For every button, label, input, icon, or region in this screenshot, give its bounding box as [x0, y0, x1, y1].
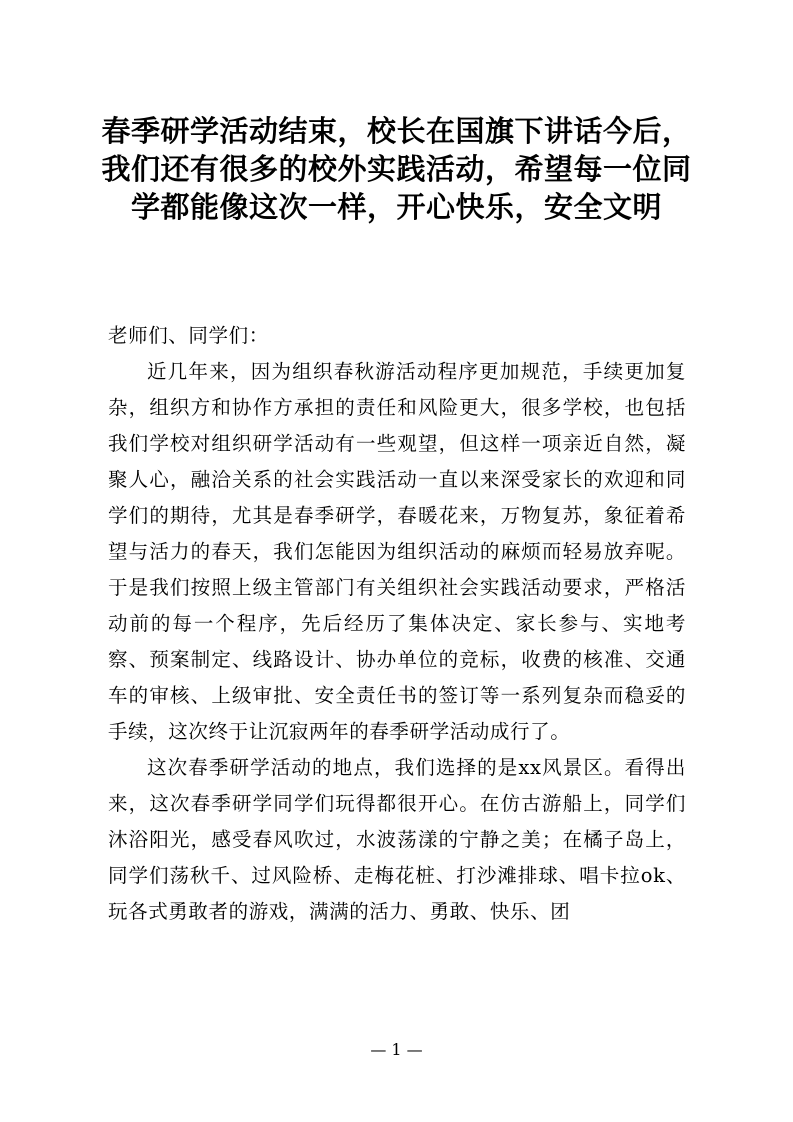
paragraph-2: 这次春季研学活动的地点，我们选择的是xx风景区。看得出来，这次春季研学同学们玩得都很开心。在仿古游船上，同学们沐浴阳光，感受春风吹过，水波荡漾的宁静之美；在橘子岛上，同学们荡秋千、过风险桥、走梅花桩、打沙滩排球、唱卡拉ok、玩各式勇敢者的游戏，满满的活力、勇敢、快乐、团 — [108, 756, 686, 923]
document-body — [108, 318, 686, 930]
paragraph-1: 近几年来，因为组织春秋游活动程序更加规范，手续更加复杂，组织方和协作方承担的责任和风险更大，很多学校，也包括我们学校对组织研学活动有一些观望，但这样一项亲近自然，凝聚人心，融洽关系的社会实践活动一直以来深受家长的欢迎和同学们的期待，尤其是春季研学，春暖花来，万物复苏，象征着希望与活力的春天，我们怎能因为组织活动的麻烦而轻易放弃呢。于是我们按照上级主管部门有关组织社会实践活动要求，严格活动前的每一个程序，先后经历了集体决定、家长参与、实地考察、预案制定、线路设计、协办单位的竞标，收费的核准、交通车的审核、上级审批、安全责任书的签订等一系列复杂而稳妥的手续，这次终于让沉寂两年的春季研学活动成行了。 — [108, 360, 686, 743]
page-number: — 1 — — [370, 1040, 423, 1059]
document-title: 春季研学活动结束，校长在国旗下讲话今后，我们还有很多的校外实践活动，希望每一位同学都能像这次一样，开心快乐，安全文明 — [101, 114, 692, 224]
salutation: 老师们、同学们： — [108, 324, 269, 347]
